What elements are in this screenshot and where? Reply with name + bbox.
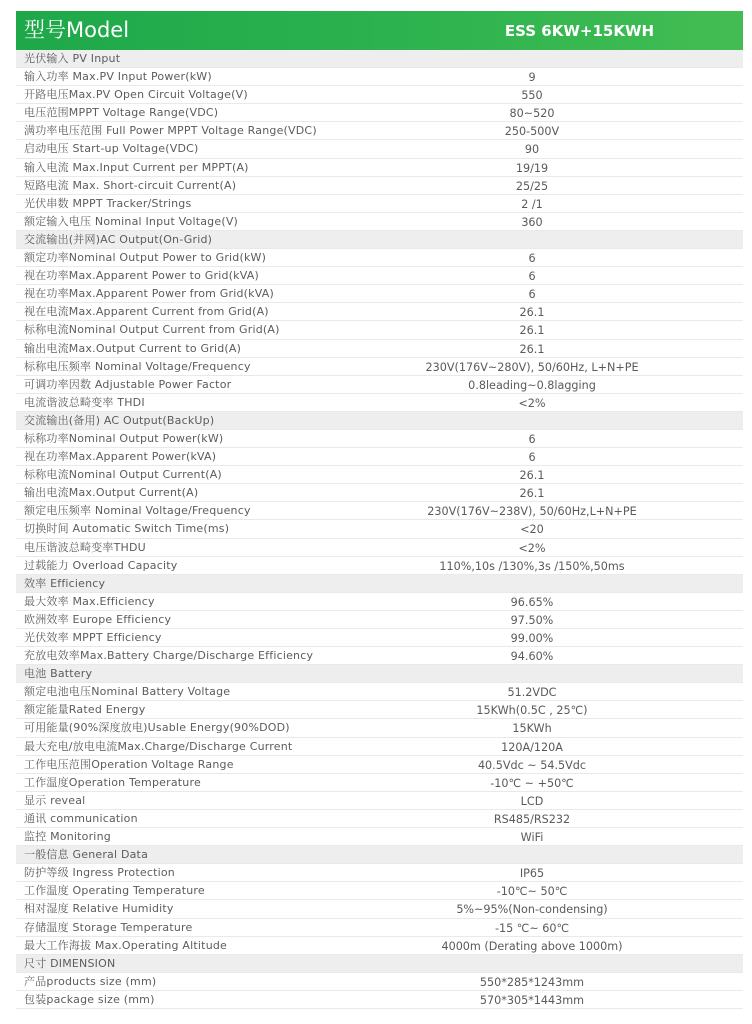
spec-label: 启动电压 Start-up Voltage(VDC)	[24, 142, 199, 156]
spec-value: 26.1	[519, 324, 545, 338]
table-row	[16, 774, 743, 792]
spec-label: 输入功率 Max.PV Input Power(kW)	[24, 70, 212, 84]
spec-value: <2%	[518, 396, 546, 410]
table-row	[16, 321, 743, 339]
spec-label: 产品products size (mm)	[24, 974, 157, 988]
spec-value: 96.65%	[510, 595, 554, 609]
spec-label: 监控 Monitoring	[24, 830, 111, 844]
table-row	[16, 466, 743, 484]
spec-value: -15 ℃~ 60℃	[494, 921, 570, 935]
spec-label: 电压范围MPPT Voltage Range(VDC)	[24, 106, 219, 120]
table-row	[16, 756, 743, 774]
spec-label: 相对湿度 Relative Humidity	[24, 902, 174, 916]
spec-label: 最大效率 Max.Efficiency	[24, 594, 155, 608]
spec-value: 25/25	[515, 179, 549, 193]
spec-label: 过载能力 Overload Capacity	[24, 558, 178, 572]
spec-label: 额定电压频率 Nominal Voltage/Frequency	[24, 504, 251, 518]
table-row	[16, 104, 743, 122]
spec-label: 工作温度Operation Temperature	[24, 775, 201, 789]
spec-value: 19/19	[515, 161, 549, 175]
spec-label: 工作温度 Operating Temperature	[24, 884, 205, 898]
table-row	[16, 991, 743, 1009]
section-title: 交流输出(并网)AC Output(On-Grid)	[24, 232, 213, 246]
model-label: 型号Model	[24, 18, 130, 42]
table-row	[16, 502, 743, 520]
table-row	[16, 195, 743, 213]
spec-label: 标称电流Nominal Output Current from Grid(A)	[24, 323, 280, 337]
section-row	[16, 231, 743, 249]
table-row	[16, 937, 743, 955]
spec-label: 额定能量Rated Energy	[24, 703, 146, 717]
table-row	[16, 358, 743, 376]
spec-value: 15KWh(0.5C , 25℃)	[476, 704, 588, 718]
table-row	[16, 249, 743, 267]
spec-value: 51.2VDC	[507, 686, 557, 700]
section-title: 电池 Battery	[24, 667, 93, 681]
table-row	[16, 484, 743, 502]
spec-label: 视在功率Max.Apparent Power from Grid(kVA)	[24, 287, 274, 301]
spec-value: 94.60%	[510, 650, 554, 664]
table-row	[16, 303, 743, 321]
spec-value: 550*285*1243mm	[479, 975, 585, 989]
spec-label: 标称功率Nominal Output Power(kW)	[24, 431, 224, 445]
spec-value: 6	[528, 432, 536, 446]
spec-value: 230V(176V~238V), 50/60Hz,L+N+PE	[427, 505, 637, 519]
spec-label: 显示 reveal	[24, 793, 86, 807]
table-row	[16, 864, 743, 882]
table-row	[16, 882, 743, 900]
table-row	[16, 973, 743, 991]
spec-label: 切换时间 Automatic Switch Time(ms)	[24, 522, 230, 536]
spec-label: 可调功率因数 Adjustable Power Factor	[24, 377, 232, 391]
spec-value: 99.00%	[510, 632, 554, 645]
spec-value: 6	[528, 451, 536, 465]
section-title: 交流输出(备用) AC Output(BackUp)	[24, 413, 215, 427]
spec-label: 可用能量(90%深度放电)Usable Energy(90%DOD)	[24, 721, 290, 735]
spec-label: 通讯 communication	[24, 811, 138, 825]
spec-label: 最大充电/放电电流Max.Charge/Discharge Current	[24, 739, 293, 753]
spec-table-body	[16, 50, 743, 1009]
table-row	[16, 86, 743, 104]
table-row	[16, 394, 743, 412]
section-title: 尺寸 DIMENSION	[24, 956, 116, 970]
spec-label: 输入电流 Max.Input Current per MPPT(A)	[24, 160, 249, 174]
table-row	[16, 213, 743, 231]
spec-label: 充放电效率Max.Battery Charge/Discharge Efficiency	[24, 649, 314, 663]
table-row	[16, 919, 743, 937]
table-row	[16, 448, 743, 466]
table-row	[16, 738, 743, 756]
table-row	[16, 140, 743, 158]
spec-label: 输出电流Max.Output Current(A)	[24, 486, 199, 500]
spec-label: 标称电流Nominal Output Current(A)	[24, 468, 222, 482]
spec-label: 视在功率Max.Apparent Power(kVA)	[24, 450, 217, 464]
top-strip	[0, 0, 752, 10]
spec-value: 2 /1	[521, 197, 543, 211]
table-row	[16, 719, 743, 737]
spec-value: -10℃ ~ +50℃	[490, 776, 574, 790]
spec-label: 最大工作海拔 Max.Operating Altitude	[24, 938, 228, 952]
spec-value: 26.1	[519, 469, 545, 483]
spec-value: 90	[524, 143, 540, 157]
table-row	[16, 430, 743, 448]
spec-value: WiFi	[520, 831, 544, 845]
section-row	[16, 50, 743, 68]
section-row	[16, 846, 743, 864]
table-row	[16, 68, 743, 86]
spec-label: 标称电压频率 Nominal Voltage/Frequency	[24, 359, 251, 373]
section-row	[16, 412, 743, 430]
spec-label: 欧洲效率 Europe Efficiency	[24, 612, 172, 626]
spec-sheet	[16, 11, 743, 1009]
spec-value: 550	[521, 89, 543, 103]
spec-value: 15KWh	[512, 722, 552, 736]
spec-label: 视在功率Max.Apparent Power to Grid(kVA)	[24, 269, 259, 283]
spec-value: 250-500V	[504, 125, 560, 139]
spec-value: 6	[528, 270, 536, 284]
spec-value: 230V(176V~280V), 50/60Hz, L+N+PE	[425, 360, 639, 374]
spec-value: 97.50%	[510, 613, 554, 627]
spec-label: 包装package size (mm)	[24, 992, 155, 1006]
spec-value: 26.1	[519, 487, 545, 501]
table-row	[16, 177, 743, 195]
table-row	[16, 267, 743, 285]
spec-value: <20	[520, 523, 544, 537]
table-row	[16, 683, 743, 701]
table-row	[16, 828, 743, 846]
table-row	[16, 593, 743, 611]
spec-label: 光伏串数 MPPT Tracker/Strings	[24, 196, 192, 210]
table-row	[16, 647, 743, 665]
section-title: 效率 Efficiency	[24, 576, 106, 590]
spec-value: 6	[528, 252, 536, 266]
table-row	[16, 376, 743, 394]
section-row	[16, 665, 743, 683]
spec-label: 防护等级 Ingress Protection	[24, 866, 175, 880]
spec-value: 360	[521, 215, 543, 229]
spec-value: 26.1	[519, 342, 545, 356]
spec-label: 短路电流 Max. Short-circuit Current(A)	[24, 178, 237, 192]
spec-value: 80~520	[509, 107, 555, 121]
spec-value: 26.1	[519, 306, 545, 320]
table-row	[16, 159, 743, 177]
spec-value: 110%,10s /130%,3s /150%,50ms	[439, 559, 625, 573]
table-row	[16, 611, 743, 629]
table-row	[16, 900, 743, 918]
section-row	[16, 575, 743, 593]
spec-value: 9	[528, 71, 536, 85]
spec-label: 存储温度 Storage Temperature	[24, 920, 193, 934]
spec-label: 满功率电压范围 Full Power MPPT Voltage Range(VDC)	[24, 124, 317, 138]
spec-label: 额定功率Nominal Output Power to Grid(kW)	[24, 251, 267, 265]
spec-label: 输出电流Max.Output Current to Grid(A)	[24, 341, 242, 355]
table-row	[16, 792, 743, 810]
spec-value: 0.8leading~0.8lagging	[468, 378, 596, 392]
table-row	[16, 629, 743, 647]
table-row	[16, 810, 743, 828]
table-row	[16, 520, 743, 538]
spec-table-header	[16, 11, 743, 50]
spec-value: 570*305*1443mm	[479, 993, 585, 1007]
table-row	[16, 701, 743, 719]
table-row	[16, 285, 743, 303]
spec-value: 120A/120A	[501, 740, 563, 754]
spec-label: 开路电压Max.PV Open Circuit Voltage(V)	[24, 88, 248, 102]
spec-label: 光伏效率 MPPT Efficiency	[24, 631, 162, 644]
table-row	[16, 340, 743, 358]
section-title: 一般信息 General Data	[24, 848, 149, 862]
spec-value: IP65	[519, 867, 545, 881]
spec-value: 6	[528, 288, 536, 302]
spec-value: 4000m (Derating above 1000m)	[441, 939, 623, 953]
section-title: 光伏输入 PV Input	[24, 52, 121, 65]
table-row	[16, 557, 743, 575]
spec-label: 视在电流Max.Apparent Current from Grid(A)	[24, 305, 269, 319]
spec-value: 5%~95%(Non-condensing)	[456, 903, 608, 917]
spec-label: 电压谐波总畸变率THDU	[24, 540, 146, 554]
spec-value: <2%	[518, 541, 546, 555]
spec-value: RS485/RS232	[493, 812, 571, 826]
spec-value: LCD	[520, 794, 544, 808]
spec-label: 额定电池电压Nominal Battery Voltage	[24, 685, 231, 699]
spec-label: 电流谐波总畸变率 THDI	[24, 395, 145, 409]
table-row	[16, 539, 743, 557]
table-row	[16, 122, 743, 140]
spec-value: -10℃~ 50℃	[496, 885, 568, 899]
product-name: ESS 6KW+15KWH	[504, 22, 655, 40]
spec-value: 40.5Vdc ~ 54.5Vdc	[477, 758, 587, 772]
section-row	[16, 955, 743, 973]
spec-label: 工作电压范围Operation Voltage Range	[24, 757, 234, 771]
spec-label: 额定输入电压 Nominal Input Voltage(V)	[24, 214, 239, 228]
